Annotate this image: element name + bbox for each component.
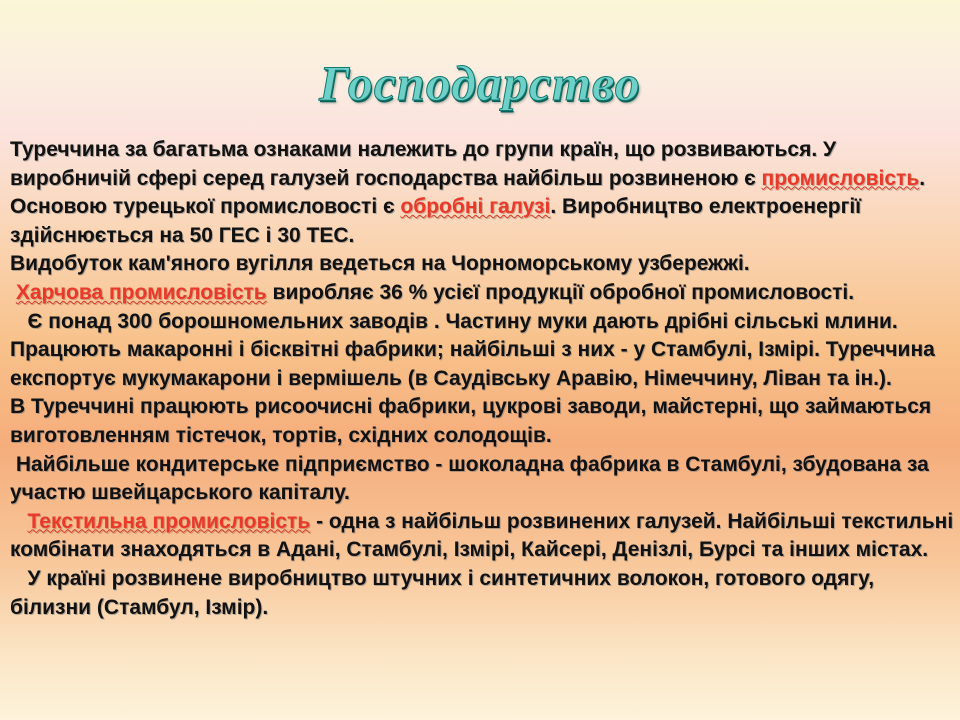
paragraph-food-industry <box>10 279 955 308</box>
paragraph-coal <box>10 250 955 279</box>
highlight-manufacturing: обробні галузі <box>400 195 551 219</box>
highlight-industry: промисловість <box>761 166 920 190</box>
text: . <box>919 166 926 190</box>
paragraph-textile-industry <box>10 508 955 565</box>
text: - одна з найбільш розвинених галузей. Найбільші текстильні комбінати знаходяться в Адані, Стамбулі, Ізмірі, Кайсері, Денізлі, Бурсі та інших містах. <box>10 509 954 562</box>
text: Туреччина за багатьма ознаками належить до групи країн, що розвиваються. У виробничій сфері серед галузей господарства найбільш розвиненою є <box>10 138 837 190</box>
text: Найбільше кондитерське підприємство - шоколадна фабрика в Стамбулі, збудована за участю швейцарського капіталу. <box>10 452 929 505</box>
paragraph-industry-overview <box>10 136 955 193</box>
paragraph-manufacturing <box>10 193 955 250</box>
paragraph-factories <box>10 393 955 450</box>
slide-title: Господарство <box>319 55 641 111</box>
text <box>10 510 28 533</box>
text: Є понад 300 борошномельних заводів . Частину муки дають дрібні сільські млини. Працюють макаронні і бісквітні фабрики; найбільші з них - у Стамбулі, Ізмірі. Туреччина експортує мукумакарони і вермішель (в Саудівську Аравію, Німеччину, Ліван та ін.). <box>10 309 935 390</box>
paragraph-synthetic-fibers <box>10 565 955 622</box>
text: У країні розвинене виробництво штучних і синтетичних волокон, готового одягу, білизни (Стамбул, Ізмір). <box>10 566 875 619</box>
text: . Виробництво електроенергії здійснюється на 50 ГЕС і 30 ТЕС. <box>10 195 862 247</box>
text: виробляє 36 % усієї продукції обробної промисловості. <box>266 280 855 304</box>
text: Видобуток кам'яного вугілля ведеться на Чорноморському узбережжі. <box>10 252 750 276</box>
slide-body <box>10 136 955 622</box>
highlight-textile-industry: Текстильна промисловість <box>27 509 311 533</box>
paragraph-confectionery <box>10 451 955 508</box>
highlight-food-industry: Харчова промисловість <box>15 280 267 304</box>
text: Основою турецької промисловості є <box>10 195 401 219</box>
paragraph-flour-mills <box>10 308 955 394</box>
text: В Туреччині працюють рисоочисні фабрики, цукрові заводи, майстерні, що займаються виготовленням тістечок, тортів, східних солодощів. <box>10 395 932 447</box>
